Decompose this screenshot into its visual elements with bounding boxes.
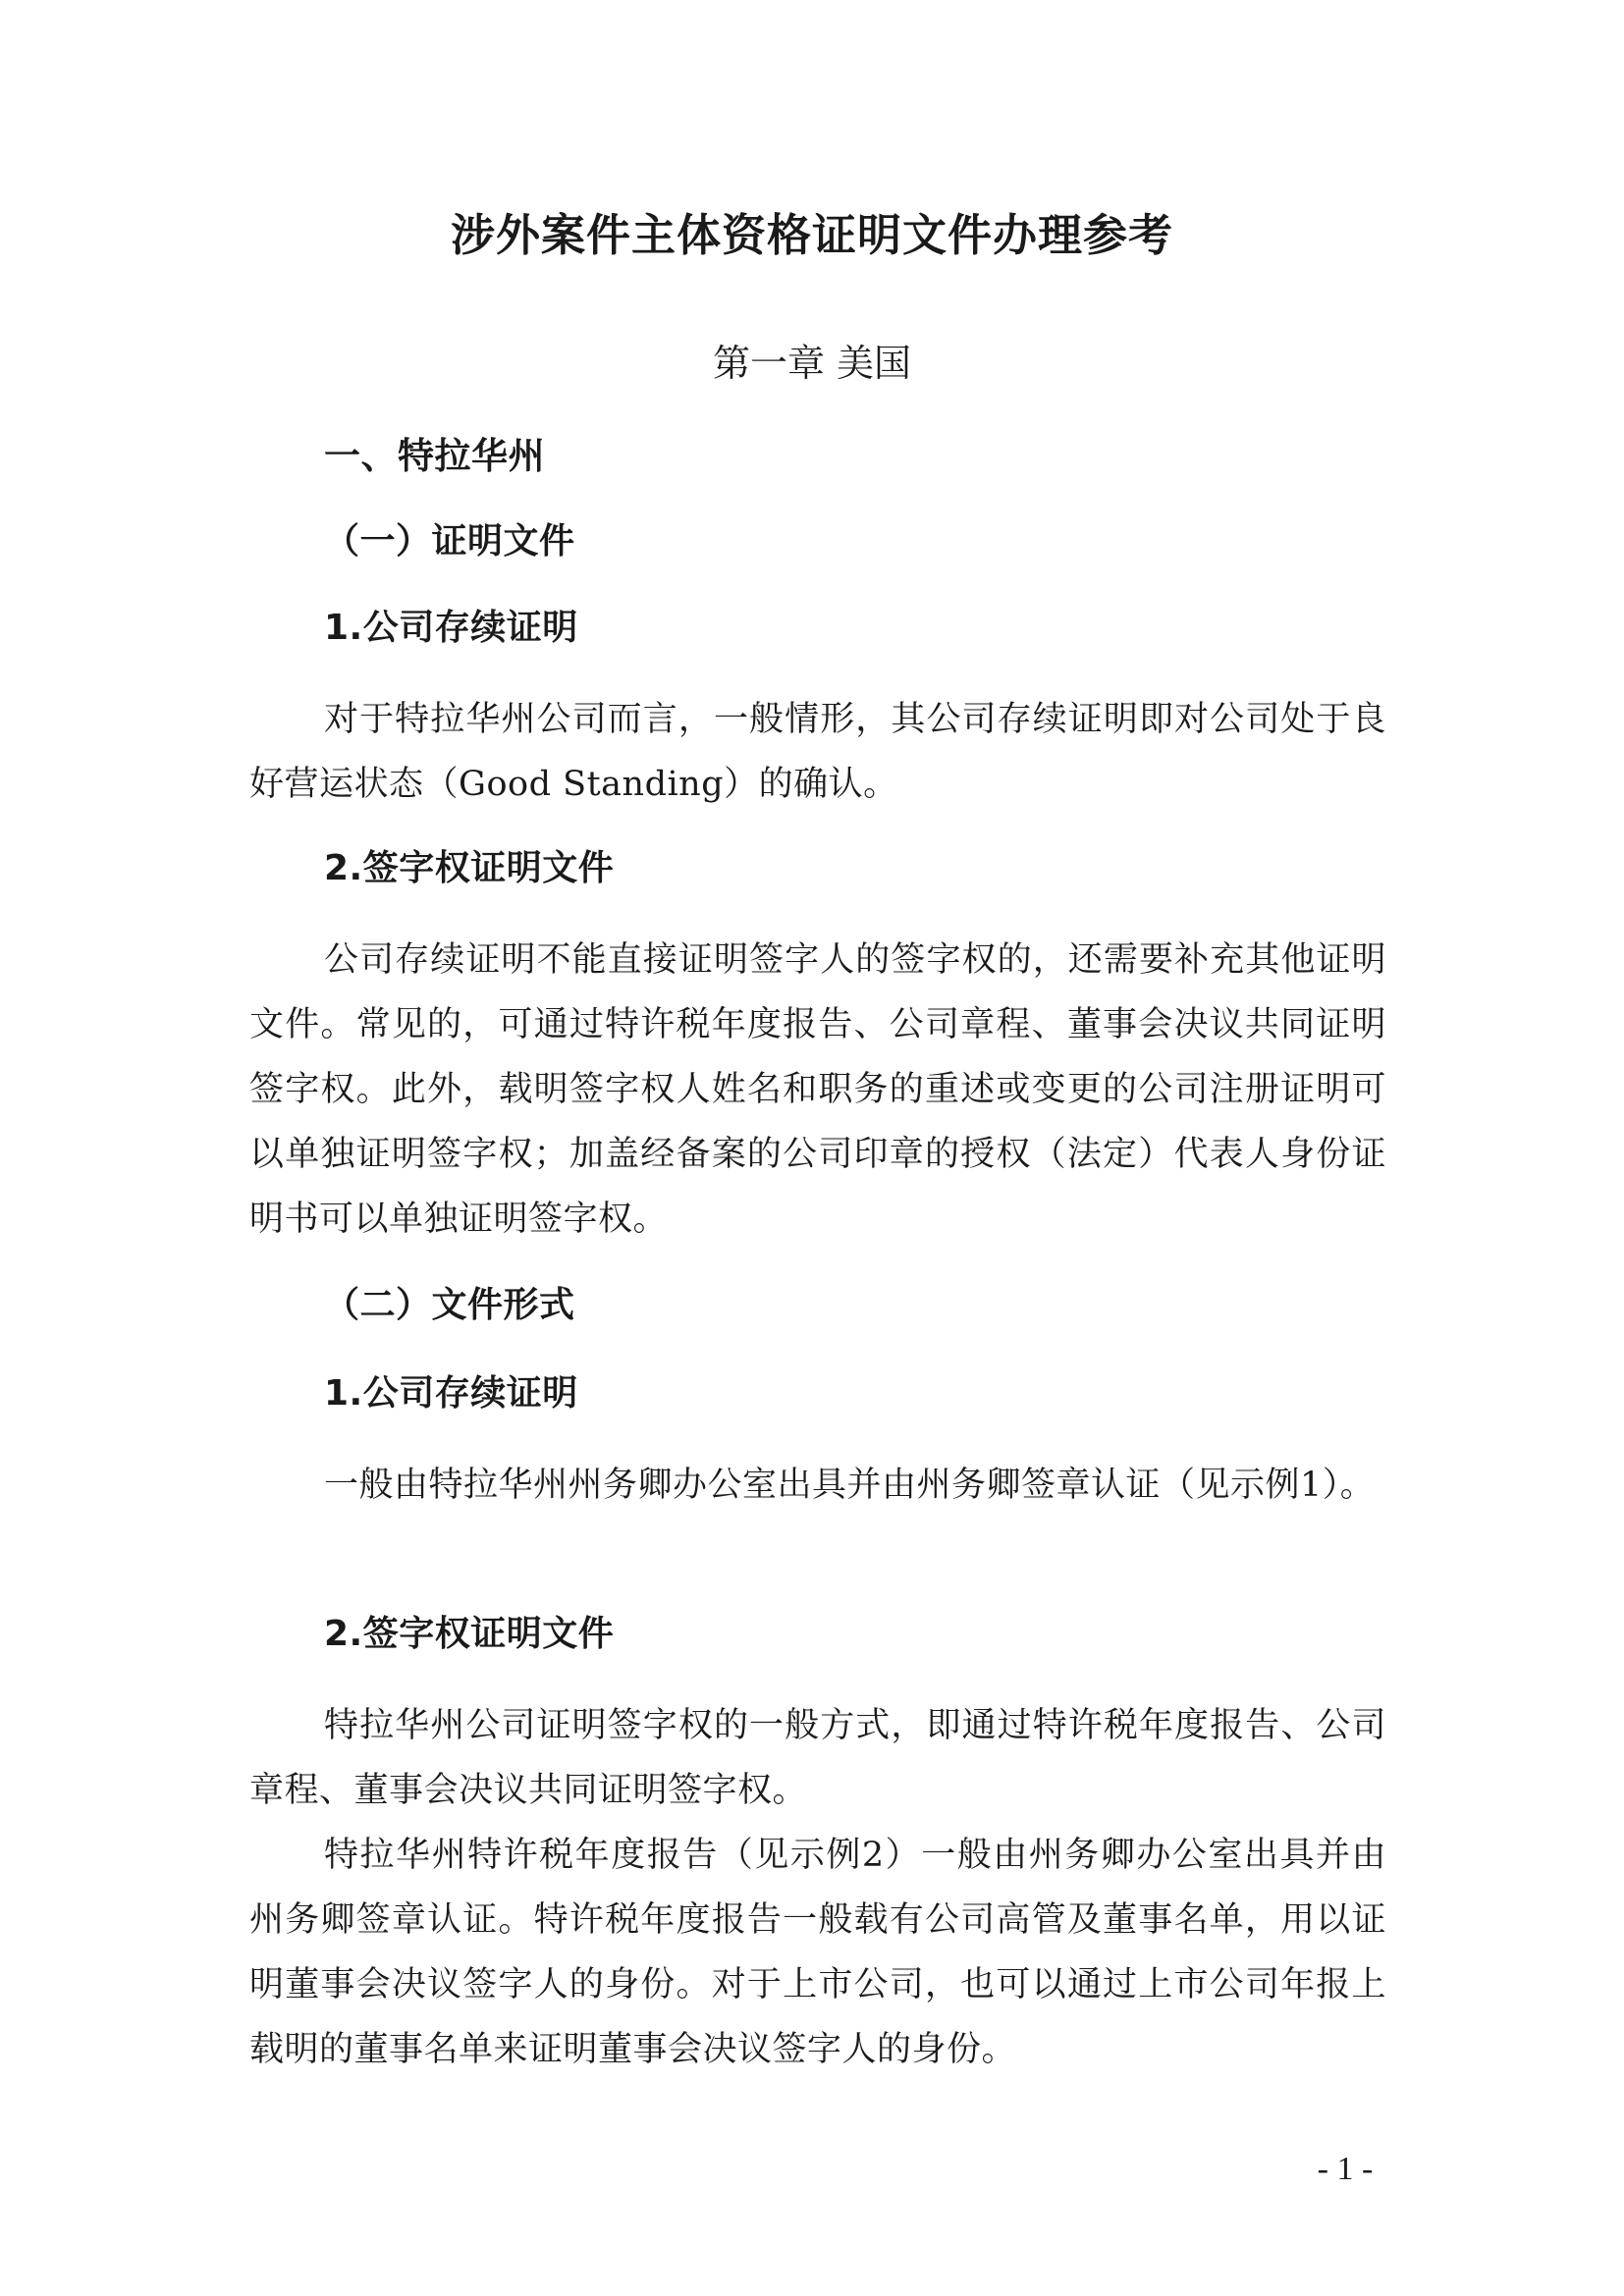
paragraph-block-2-1	[249, 1453, 1386, 1518]
subsection-block-2	[249, 1276, 1386, 1335]
item-heading-good-standing: 1.公司存续证明	[324, 608, 578, 648]
subsection-heading-certificates: （一）证明文件	[324, 521, 575, 561]
paragraph-good-standing-form: 一般由特拉华州州务卿办公室出具并由州务卿签章认证（见示例1）。	[324, 1466, 1376, 1505]
section-heading-delaware: 一、特拉华州	[324, 435, 545, 477]
paragraph-signing-authority: 公司存续证明不能直接证明签字人的签字权的，还需要补充其他证明文件。常见的，可通过特许税年度报告、公司章程、董事会决议共同证明签字权。此外，载明签字权人姓名和职务的重述或变更的公司注册证明可以单独证明签字权；加盖经备案的公司印章的授权（法定）代表人身份证明书可以单独证明签字权。	[249, 940, 1386, 1239]
subsection-block-1	[249, 512, 1386, 571]
document-title: 涉外案件主体资格证明文件办理参考	[450, 209, 1173, 261]
paragraph-block-1-2	[249, 928, 1386, 1252]
paragraph-good-standing: 对于特拉华州公司而言，一般情形，其公司存续证明即对公司处于良好营运状态（Good Standing）的确认。	[249, 700, 1386, 804]
item-heading-signing-authority-form: 2.签字权证明文件	[324, 1614, 615, 1654]
item-heading-good-standing-form: 1.公司存续证明	[324, 1373, 578, 1414]
paragraph-franchise-tax-report: 特拉华州特许税年度报告（见示例2）一般由州务卿办公室出具并由州务卿签章认证。特许税年度报告一般载有公司高管及董事名单，用以证明董事会决议签字人的身份。对于上市公司，也可以通过上市公司年报上载明的董事名单来证明董事会决议签字人的身份。	[249, 1836, 1386, 2069]
item-block-1-2	[249, 839, 1386, 898]
document-body	[249, 427, 1386, 486]
paragraph-block-2-2	[249, 1693, 1386, 2082]
chapter-heading: 第一章 美国	[712, 342, 912, 385]
subsection-heading-document-form: （二）文件形式	[324, 1285, 575, 1325]
page-number: - 1 -	[1317, 2151, 1374, 2187]
item-block-2-2	[249, 1605, 1386, 1664]
item-block-1-1	[249, 599, 1386, 658]
item-block-2-1	[249, 1364, 1386, 1423]
paragraph-block-1-1	[249, 687, 1386, 817]
paragraph-signing-authority-method: 特拉华州公司证明签字权的一般方式，即通过特许税年度报告、公司章程、董事会决议共同证明签字权。	[249, 1706, 1386, 1810]
item-heading-signing-authority: 2.签字权证明文件	[324, 848, 615, 888]
